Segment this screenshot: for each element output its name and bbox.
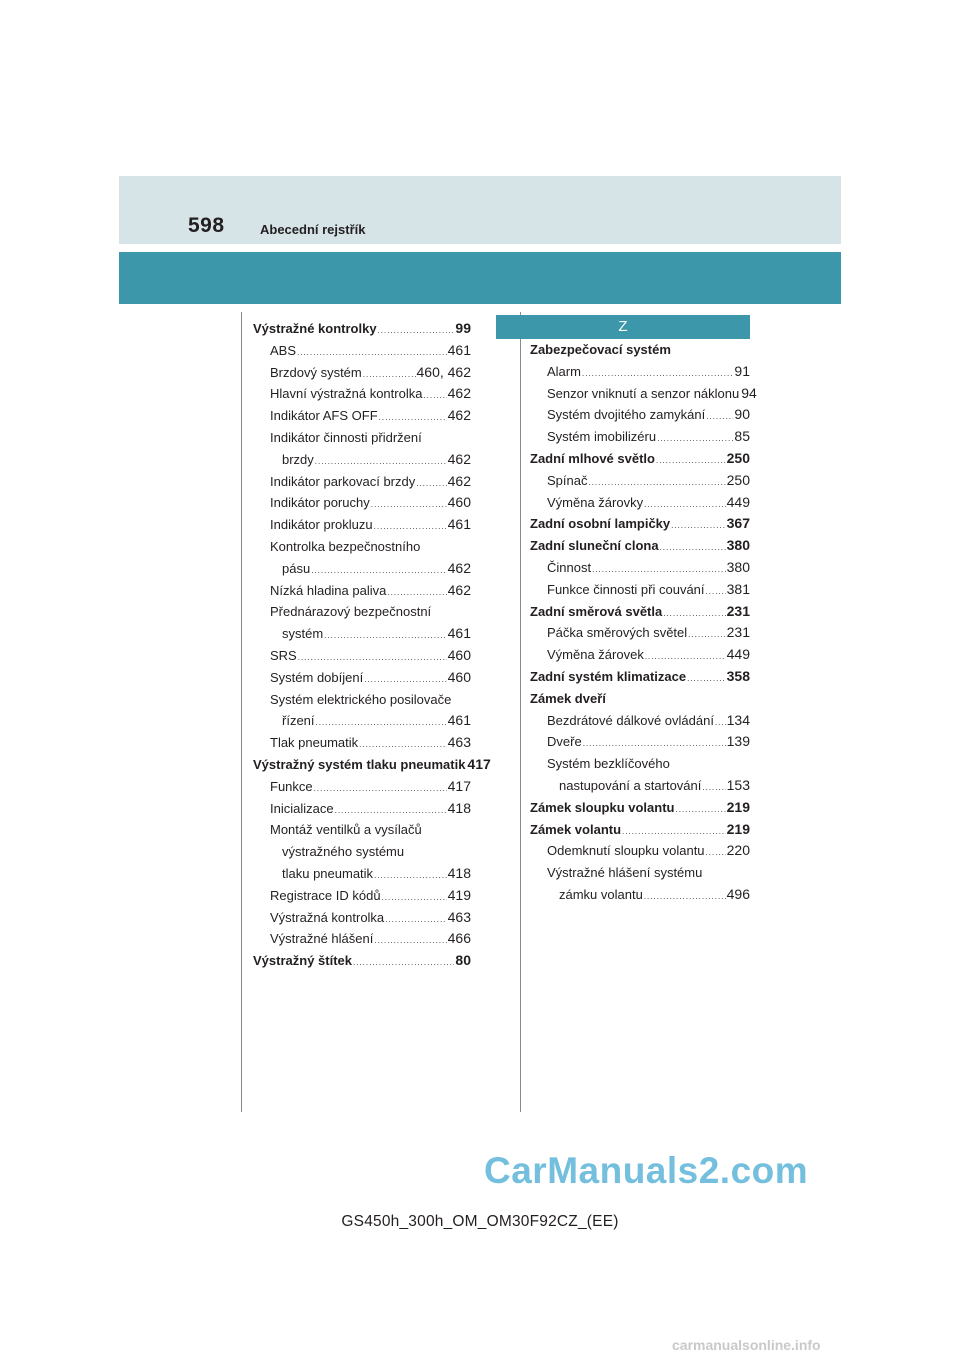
entry-label: Nízká hladina paliva — [270, 582, 387, 598]
dot-leader — [657, 435, 733, 443]
dot-leader — [382, 894, 447, 902]
entry-page: 462 — [447, 385, 471, 402]
index-entry — [253, 340, 471, 362]
entry-label: Přednárazový bezpečnostní — [270, 604, 432, 620]
dot-leader — [645, 653, 726, 661]
entry-label: Zámek dveří — [530, 690, 606, 706]
index-entry — [253, 383, 471, 405]
index-entry — [530, 361, 750, 383]
entry-page: 496 — [726, 885, 750, 902]
dot-leader — [582, 370, 733, 378]
index-entry — [253, 950, 471, 972]
header-strip — [119, 176, 841, 244]
index-entry — [530, 622, 750, 644]
entry-page: 466 — [447, 930, 471, 947]
dot-leader — [364, 676, 446, 684]
entry-label: Odemknutí sloupku volantu — [547, 843, 705, 859]
index-column-right — [530, 339, 757, 906]
dot-leader — [675, 806, 725, 814]
entry-label: ABS — [270, 342, 297, 358]
index-entry — [253, 405, 471, 427]
entry-page: 367 — [726, 515, 750, 532]
left-column-rule — [241, 312, 242, 1112]
entry-label: Systém imobilizéru — [547, 429, 657, 445]
entry-label: Indikátor AFS OFF — [270, 408, 378, 424]
dot-leader — [315, 458, 447, 466]
entry-page: 417 — [467, 755, 491, 772]
dot-leader — [371, 501, 447, 509]
dot-leader — [423, 392, 446, 400]
entry-label: Systém bezklíčového — [547, 756, 670, 772]
index-entry — [530, 492, 750, 514]
dot-leader — [644, 501, 726, 509]
watermark-logo: CarManuals2.com — [484, 1150, 809, 1191]
index-entry — [253, 907, 471, 929]
entry-label: Inicializace — [270, 800, 334, 816]
dot-leader — [688, 631, 725, 639]
dot-leader — [379, 414, 447, 422]
entry-label: Alarm — [547, 363, 581, 379]
entry-page: 462 — [447, 559, 471, 576]
entry-label: Páčka směrových světel — [547, 625, 688, 641]
index-entry — [253, 427, 471, 449]
index-entry — [530, 797, 750, 819]
entry-label: Systém dvojitého zamykání — [547, 407, 706, 423]
entry-page: 220 — [726, 842, 750, 859]
index-entry — [530, 579, 750, 601]
dot-leader — [660, 544, 726, 552]
entry-label: Funkce činnosti při couvání — [547, 581, 705, 597]
entry-page: 460, 462 — [416, 363, 471, 380]
entry-label: tlaku pneumatik — [282, 865, 374, 881]
entry-page: 463 — [447, 734, 471, 751]
dot-leader — [592, 566, 726, 574]
entry-label: pásu — [282, 560, 311, 576]
manual-code: GS450h_300h_OM_OM30F92CZ_(EE) — [341, 1213, 619, 1230]
entry-label: Výstražné hlášení systému — [547, 865, 703, 881]
index-entry — [530, 819, 750, 841]
index-entry — [530, 601, 750, 623]
entry-page: 461 — [447, 341, 471, 358]
index-entry — [530, 513, 750, 535]
dot-leader — [706, 588, 726, 596]
entry-page: 380 — [726, 558, 750, 575]
dot-leader — [378, 327, 455, 335]
index-entry — [253, 928, 471, 950]
entry-label: Indikátor poruchy — [270, 495, 370, 511]
dot-leader — [644, 893, 726, 901]
entry-page: 139 — [726, 733, 750, 750]
index-entry — [530, 557, 750, 579]
index-entry — [530, 448, 750, 470]
index-entry — [530, 862, 750, 884]
dot-leader — [335, 807, 447, 815]
entry-label: Zadní osobní lampičky — [530, 516, 671, 532]
dot-leader — [663, 610, 725, 618]
entry-label: Registrace ID kódů — [270, 887, 381, 903]
index-entry — [253, 885, 471, 907]
entry-label: Senzor vniknutí a senzor náklonu — [547, 385, 740, 401]
section-title: Abecední rejstřík — [260, 222, 366, 237]
entry-page: 231 — [726, 602, 750, 619]
entry-page: 462 — [447, 407, 471, 424]
index-entry — [253, 776, 471, 798]
entry-page: 460 — [447, 646, 471, 663]
index-entry — [530, 666, 750, 688]
dot-leader — [353, 959, 454, 967]
dot-leader — [715, 719, 726, 727]
index-entry — [530, 840, 750, 862]
page-number: 598 — [188, 214, 225, 237]
dot-leader — [656, 457, 726, 465]
dot-leader — [671, 522, 726, 530]
entry-label: výstražného systému — [282, 844, 405, 860]
entry-label: Zámek sloupku volantu — [530, 799, 675, 815]
entry-page: 461 — [447, 625, 471, 642]
entry-label: Bezdrátové dálkové ovládání — [547, 712, 714, 728]
entry-page: 80 — [455, 952, 471, 969]
index-entry — [530, 775, 750, 797]
entry-page: 462 — [447, 472, 471, 489]
entry-page: 449 — [726, 493, 750, 510]
index-entry — [253, 580, 471, 602]
index-entry — [253, 601, 471, 623]
index-entry — [253, 623, 471, 645]
dot-leader — [374, 523, 447, 531]
index-entry — [253, 819, 471, 841]
watermark-footer: carmanualsonline.info — [672, 1337, 821, 1353]
entry-page: 91 — [734, 362, 750, 379]
entry-page: 153 — [726, 776, 750, 793]
index-entry — [253, 667, 471, 689]
entry-label: Zadní sluneční clona — [530, 538, 659, 554]
entry-page: 94 — [741, 384, 757, 401]
index-entry — [530, 731, 750, 753]
entry-label: Hlavní výstražná kontrolka — [270, 386, 423, 402]
entry-label: Výstražná kontrolka — [270, 909, 385, 925]
index-entry — [530, 535, 750, 557]
section-letter-bar: Z — [496, 315, 750, 339]
index-entry — [253, 863, 471, 885]
index-entry — [530, 710, 750, 732]
dot-leader — [297, 349, 447, 357]
header-band — [119, 252, 841, 304]
entry-label: Zadní systém klimatizace — [530, 668, 687, 684]
entry-page: 461 — [447, 516, 471, 533]
index-entry — [253, 558, 471, 580]
index-entry — [253, 492, 471, 514]
index-entry — [253, 689, 471, 711]
entry-page: 219 — [726, 820, 750, 837]
entry-label: Výměna žárovek — [547, 647, 644, 663]
entry-label: Výstražné hlášení — [270, 931, 374, 947]
entry-page: 460 — [447, 668, 471, 685]
entry-page: 463 — [447, 908, 471, 925]
dot-leader — [324, 632, 446, 640]
index-entry — [253, 732, 471, 754]
dot-leader — [706, 413, 733, 421]
entry-page: 358 — [726, 667, 750, 684]
dot-leader — [374, 872, 447, 880]
entry-label: Činnost — [547, 559, 592, 575]
entry-label: Brzdový systém — [270, 364, 362, 380]
index-entry — [530, 884, 750, 906]
dot-leader — [706, 849, 726, 857]
entry-label: Zadní mlhové světlo — [530, 450, 655, 466]
entry-page: 85 — [734, 428, 750, 445]
index-entry — [530, 404, 750, 426]
entry-label: Zámek volantu — [530, 821, 622, 837]
entry-page: 460 — [447, 494, 471, 511]
entry-page: 99 — [455, 320, 471, 336]
entry-page: 417 — [447, 777, 471, 794]
entry-label: Výměna žárovky — [547, 494, 644, 510]
entry-label: systém — [282, 626, 324, 642]
entry-label: Kontrolka bezpečnostního — [270, 538, 421, 554]
dot-leader — [622, 828, 726, 836]
dot-leader — [583, 740, 726, 748]
dot-leader — [314, 785, 447, 793]
dot-leader — [298, 654, 447, 662]
entry-page: 219 — [726, 798, 750, 815]
entry-label: SRS — [270, 647, 297, 663]
index-column-left — [253, 318, 491, 972]
index-entry — [253, 798, 471, 820]
dot-leader — [416, 480, 446, 488]
entry-page: 418 — [447, 864, 471, 881]
entry-label: Zabezpečovací systém — [530, 342, 671, 357]
dot-leader — [311, 567, 446, 575]
index-entry — [253, 471, 471, 493]
index-entry — [530, 644, 750, 666]
dot-leader — [687, 675, 726, 683]
entry-label: Zadní směrová světla — [530, 603, 663, 619]
index-entry — [253, 645, 471, 667]
entry-label: Výstražné kontrolky — [253, 321, 377, 336]
entry-page: 250 — [726, 449, 750, 466]
right-column-rule — [520, 312, 521, 1112]
entry-label: Výstražný štítek — [253, 953, 352, 969]
dot-leader — [363, 371, 416, 379]
entry-label: Systém dobíjení — [270, 669, 364, 685]
entry-page: 449 — [726, 646, 750, 663]
entry-label: Dveře — [547, 734, 582, 750]
entry-label: zámku volantu — [559, 886, 643, 902]
entry-page: 381 — [726, 580, 750, 597]
dot-leader — [385, 916, 446, 924]
entry-label: nastupování a startování — [559, 777, 702, 793]
dot-leader — [359, 741, 446, 749]
entry-page: 90 — [734, 406, 750, 423]
index-entry — [530, 688, 750, 710]
entry-label: řízení — [282, 713, 315, 729]
index-entry — [530, 383, 757, 405]
entry-page: 418 — [447, 799, 471, 816]
dot-leader — [588, 479, 725, 487]
index-entry — [530, 753, 750, 775]
index-entry — [530, 470, 750, 492]
index-entry — [253, 536, 471, 558]
entry-page: 380 — [726, 537, 750, 554]
entry-page: 231 — [726, 624, 750, 641]
entry-label: Spínač — [547, 472, 588, 488]
index-entry — [253, 318, 471, 340]
index-entry — [253, 449, 471, 471]
entry-page: 134 — [726, 711, 750, 728]
entry-label: Výstražný systém tlaku pneumatik — [253, 756, 466, 772]
index-entry — [253, 754, 491, 776]
entry-page: 419 — [447, 886, 471, 903]
index-entry — [253, 710, 471, 732]
index-entry — [253, 841, 471, 863]
entry-label: Tlak pneumatik — [270, 735, 359, 751]
entry-label: Montáž ventilků a vysílačů — [270, 822, 422, 838]
entry-page: 250 — [726, 471, 750, 488]
entry-label: Indikátor činnosti přidržení — [270, 429, 422, 445]
entry-label: Indikátor prokluzu — [270, 517, 373, 533]
entry-label: Funkce — [270, 778, 313, 794]
index-entry — [530, 339, 750, 361]
index-entry — [253, 514, 471, 536]
index-entry — [253, 362, 471, 384]
entry-label: Systém elektrického posilovače — [270, 691, 452, 707]
entry-label: Indikátor parkovací brzdy — [270, 473, 416, 489]
index-entry — [530, 426, 750, 448]
dot-leader — [374, 937, 446, 945]
entry-page: 462 — [447, 581, 471, 598]
dot-leader — [387, 589, 446, 597]
entry-page: 462 — [447, 450, 471, 467]
entry-page: 461 — [447, 712, 471, 729]
dot-leader — [316, 719, 447, 727]
dot-leader — [702, 784, 725, 792]
entry-label: brzdy — [282, 451, 314, 467]
